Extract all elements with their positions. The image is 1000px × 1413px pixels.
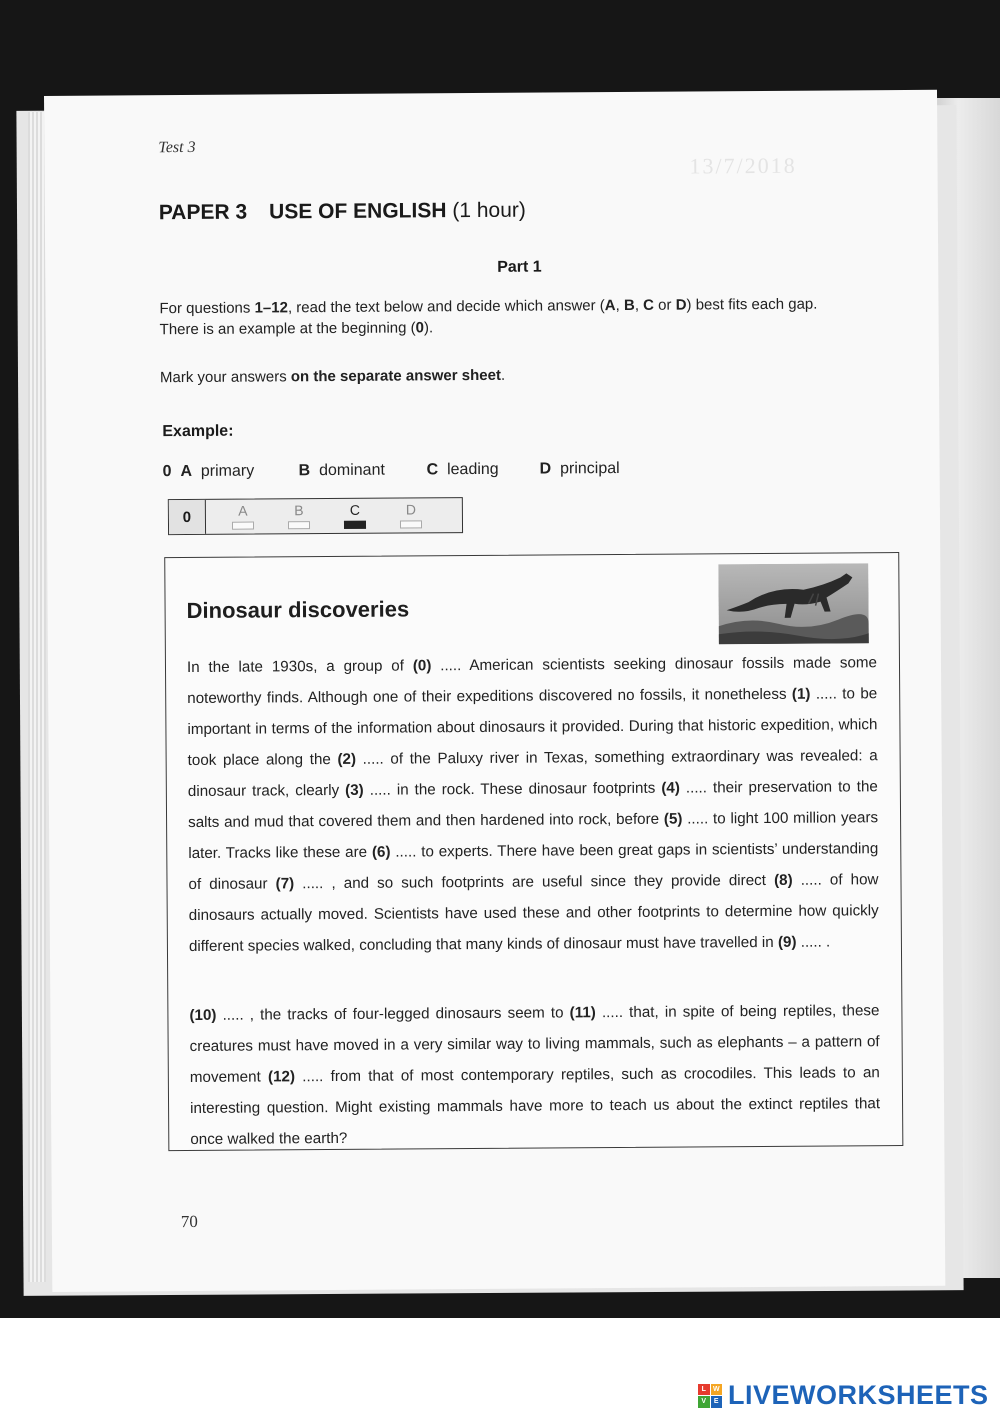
answer-choice-a[interactable]: A bbox=[230, 503, 256, 530]
gap-9: (9) bbox=[777, 933, 797, 951]
answer-choice-b[interactable]: B bbox=[286, 502, 312, 529]
part-heading: Part 1 bbox=[497, 258, 542, 276]
paper-title bbox=[159, 199, 526, 226]
logo-tile: L bbox=[698, 1384, 710, 1396]
gap-7: (7) bbox=[275, 875, 295, 893]
answer-grid-number: 0 bbox=[169, 500, 206, 534]
gap-12: (12) bbox=[267, 1068, 296, 1086]
answer-grid-choices bbox=[206, 498, 424, 534]
text-paragraph-2: (10) ..... , the tracks of four-legged dinosaurs seem to (11) ..... that, in spite of being reptiles, these creatures must have moved in a very similar way to living mammals, such as elephants – a pattern of movement (12) ..... from that of most contemporary reptiles, such as crocodiles. This leads to an interesting question. Might existing mammals have more to teach us about the extinct reptiles that once walked the earth? bbox=[189, 1002, 881, 1149]
reading-text-box bbox=[164, 552, 903, 1151]
page-number: 70 bbox=[180, 1211, 198, 1232]
example-option-b: B dominant bbox=[298, 461, 385, 480]
gap-2: (2) bbox=[337, 750, 357, 768]
text-paragraph-1: In the late 1930s, a group of (0) ..... American scientists seeking dinosaur fossils made some noteworthy finds. Although one of their expeditions discovered no fossils, it nonetheless (1) ..... to be important in terms of the information about dinosaurs it provided. During that historic expedition, which took place along the (2) ..... of the Paluxy river in Texas, something extraordinary was revealed: a dinosaur track, clearly (3) ..... in the rock. These dinosaur footprints (4) ..... their preservation to the salts and mud that covered them and then hardened into rock, before (5) ..... to light 100 million years later. Tracks like these are (6) ..... to experts. There have been great gaps in scientists’ understanding of dinosaur (7) ..... , and so such footprints are useful since they provide direct (8) ..... of how dinosaurs actually moved. Scientists have used these and other footprints to determine how quickly different species walked, concluding that many kinds of dinosaur must have travelled in (9) ..... . bbox=[186, 654, 879, 956]
document-page bbox=[44, 90, 945, 1292]
answer-mark-selected bbox=[344, 521, 366, 529]
instructions-questions: For questions 1–12, read the text below and decide which answer (A, B, C or D) best fits each gap. There is an example at the beginning (0). bbox=[159, 295, 818, 339]
example-answer-grid bbox=[168, 497, 463, 535]
answer-mark bbox=[400, 520, 422, 528]
faint-handwritten-date: 13/7/2018 bbox=[689, 152, 797, 179]
answer-mark bbox=[232, 522, 254, 530]
gap-10: (10) bbox=[189, 1006, 217, 1025]
gap-6: (6) bbox=[371, 843, 391, 861]
brand-name: LIVEWORKSHEETS bbox=[728, 1380, 989, 1410]
text-title: Dinosaur discoveries bbox=[186, 596, 410, 624]
paper-number: PAPER 3 bbox=[158, 200, 248, 225]
answer-choice-d[interactable]: D bbox=[398, 501, 424, 528]
answer-choice-c[interactable]: C bbox=[342, 502, 368, 529]
liveworksheets-brand[interactable] bbox=[698, 1380, 989, 1411]
example-option-d: D principal bbox=[539, 459, 620, 478]
book-page-edges bbox=[28, 112, 46, 1282]
example-option-c: C leading bbox=[426, 460, 499, 479]
gap-5: (5) bbox=[663, 810, 683, 828]
paper-duration: (1 hour) bbox=[452, 198, 526, 223]
gap-8: (8) bbox=[773, 871, 793, 889]
answer-mark bbox=[288, 521, 310, 529]
gap-3: (3) bbox=[345, 781, 364, 799]
gap-0: (0) bbox=[412, 657, 432, 675]
gap-1: (1) bbox=[791, 685, 811, 703]
example-label: Example: bbox=[162, 422, 234, 441]
paper-name: USE OF ENGLISH bbox=[269, 199, 447, 224]
running-head: Test 3 bbox=[158, 138, 196, 157]
liveworksheets-logo-icon bbox=[698, 1384, 722, 1408]
gap-4: (4) bbox=[661, 779, 680, 797]
gap-11: (11) bbox=[569, 1004, 596, 1022]
logo-tile: W bbox=[711, 1384, 723, 1396]
logo-tile: V bbox=[698, 1396, 710, 1408]
instructions-answer-sheet: Mark your answers on the separate answer sheet. bbox=[159, 366, 506, 387]
example-option-a: 0 A primary bbox=[162, 462, 255, 481]
logo-tile: E bbox=[711, 1396, 723, 1408]
dinosaur-illustration-image bbox=[718, 563, 869, 644]
